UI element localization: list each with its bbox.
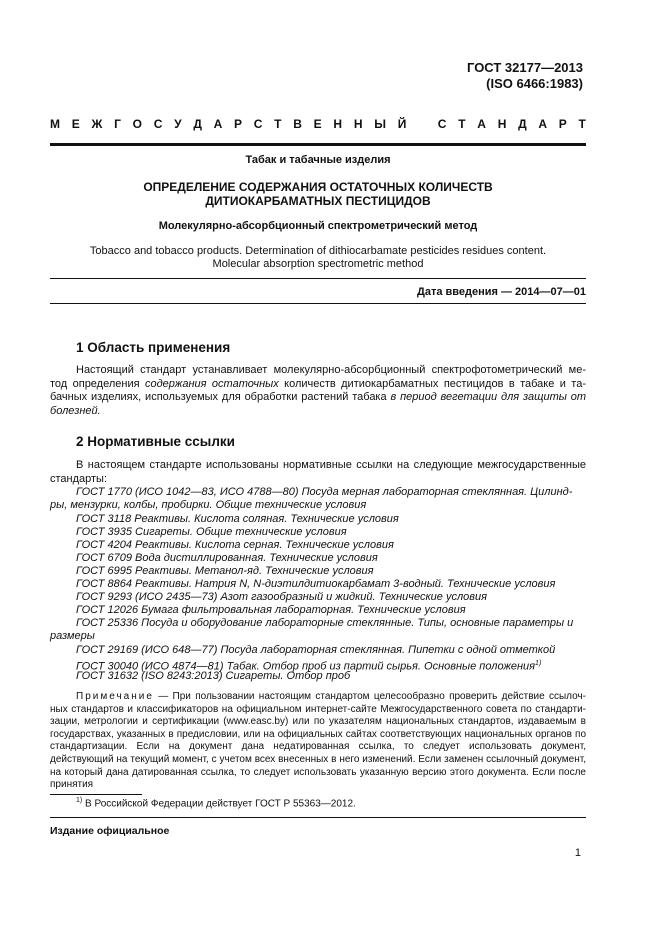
note-paragraph xyxy=(50,691,586,792)
interstate-letter: С xyxy=(437,117,447,131)
title-divider xyxy=(50,278,586,279)
gost-number: ГОСТ 32177—2013 xyxy=(467,60,583,75)
reference-text: ГОСТ 29169 (ИСО 648—77) Посуда лабораторная стеклянная. Пипетки с одной отметкой xyxy=(76,644,556,656)
note-label: Примечание xyxy=(76,691,154,702)
reference-item xyxy=(50,591,586,604)
date-divider xyxy=(50,303,586,304)
reference-item xyxy=(50,578,586,591)
section-2-intro xyxy=(50,459,586,486)
iso-number: (ISO 6466:1983) xyxy=(486,76,583,91)
reference-item xyxy=(50,526,586,539)
reference-text: ГОСТ 6709 Вода дистиллированная. Технические условия xyxy=(76,552,378,564)
section-1-heading: 1 Область применения xyxy=(76,340,231,355)
interstate-letter: Н xyxy=(333,117,343,131)
official-edition-label: Издание официальное xyxy=(50,825,170,837)
interstate-letter: С xyxy=(253,117,263,131)
interstate-letter: Н xyxy=(353,117,363,131)
italic-span: содержания остаточных xyxy=(144,377,279,390)
reference-text: ГОСТ 3118 Реактивы. Кислота соляная. Технические условия xyxy=(76,513,399,525)
reference-item xyxy=(50,513,586,526)
footnote-marker: 1) xyxy=(76,797,83,804)
page-number: 1 xyxy=(574,847,581,859)
reference-text: ГОСТ 3935 Сигареты. Общие технические условия xyxy=(76,526,347,538)
reference-text: ГОСТ 25336 Посуда и оборудование лабораторные стеклянные. Типы, основные параметры и размеры xyxy=(50,617,574,642)
main-title-line1: ОПРЕДЕЛЕНИЕ СОДЕРЖАНИЯ ОСТАТОЧНЫХ КОЛИЧЕСТВ xyxy=(143,180,493,194)
reference-item xyxy=(50,604,586,617)
interstate-letter: Й xyxy=(397,117,407,131)
interstate-letter: У xyxy=(174,117,182,131)
reference-item xyxy=(50,644,586,657)
interstate-letter: Р xyxy=(558,117,567,131)
interstate-letter: Н xyxy=(497,117,507,131)
reference-text: ГОСТ 6995 Реактивы. Метанол-яд. Технические условия xyxy=(76,565,374,577)
note-text: — При пользовании настоящим стандартом целесообразно проверить действие ссылоч-ных стандартов и классификаторов на официальном интернет-сайте Межгосударственного совета по стандарти-зации, метрологии и сертификации (www.easc.by) или по указателям национальных стандартов, издаваемым в государствах, указанных в предисловии, или на официальных сайтах соответствующих национальных органов по стандартизации. Если на документ дана недатированная ссылка, то следует использовать документ, действующий на текущий момент, с учетом всех внесенных в него изменений. Если заменен ссылочный документ, на который дана датированная ссылка, то следует использовать указанную версию этого документа. Если после принятия xyxy=(50,691,586,791)
interstate-letter: Е xyxy=(71,117,80,131)
text-span: В настоящем стандарте использованы нормативные ссылки на следующие межгосударственные стандарты: xyxy=(50,459,586,485)
reference-item xyxy=(50,539,586,552)
reference-text: ГОСТ 30040 (ИСО 4874—81) Табак. Отбор проб из партий сырья. Основные положения xyxy=(76,660,536,673)
interstate-letter: А xyxy=(213,117,223,131)
interstate-letter: Д xyxy=(518,117,527,131)
footnote-text: В Российской Федерации действует ГОСТ Р 55363—2012. xyxy=(82,798,356,810)
header-divider xyxy=(50,143,586,146)
text-span: количеств дитиокарбаматных пестицидов в табаке и та-бачных изделиях, используемых для обработки растений табака xyxy=(50,377,586,403)
interstate-standard-banner xyxy=(50,117,586,133)
interstate-letter: М xyxy=(50,117,60,131)
interstate-letter: Т xyxy=(274,117,282,131)
interstate-letter: Е xyxy=(313,117,322,131)
reference-item xyxy=(50,552,586,565)
reference-text: ГОСТ 31632 (ISO 8243:2013) Сигареты. Отбор проб xyxy=(76,670,351,682)
english-title-line2: Molecular absorption spectrometric method xyxy=(212,258,424,270)
reference-item xyxy=(50,670,586,683)
footnote-divider xyxy=(50,794,142,795)
text-span: Настоящий стандарт устанавливает молекулярно-абсорбционный спектрофотометрический ме-тод определения xyxy=(50,364,586,390)
reference-text: ГОСТ 12026 Бумага фильтровальная лабораторная. Технические условия xyxy=(76,604,466,616)
reference-item xyxy=(50,486,586,512)
interstate-letter: Р xyxy=(234,117,243,131)
footnote xyxy=(76,797,356,809)
interstate-letter: Т xyxy=(458,117,466,131)
interstate-letter: Д xyxy=(193,117,202,131)
reference-text: ГОСТ 4204 Реактивы. Кислота серная. Технические условия xyxy=(76,539,394,551)
english-title-line1: Tobacco and tobacco products. Determination of dithiocarbamate pesticides residues content. xyxy=(89,245,547,257)
word-gap xyxy=(418,117,426,133)
category-title: Табак и табачные изделия xyxy=(245,154,391,166)
interstate-letter: А xyxy=(477,117,486,131)
interstate-letter: С xyxy=(153,117,163,131)
interstate-letter: Ы xyxy=(374,117,386,131)
interstate-letter: О xyxy=(132,117,142,131)
interstate-letter: А xyxy=(538,117,548,131)
reference-text: ГОСТ 9293 (ИСО 2435—73) Азот газообразный и жидкий. Технические условия xyxy=(76,591,487,603)
interstate-letter: В xyxy=(293,117,302,131)
interstate-letter: Т xyxy=(578,117,586,131)
footnote-marker: 1) xyxy=(535,660,542,667)
reference-text: ГОСТ 1770 (ИСО 1042—83, ИСО 4788—80) Посуда мерная лабораторная стеклянная. Цилинд-ры, мензурки, колбы, пробирки. Общие технические условия xyxy=(50,486,573,511)
section-2-heading: 2 Нормативные ссылки xyxy=(76,434,235,449)
reference-item xyxy=(50,565,586,578)
footer-divider xyxy=(50,817,586,818)
interstate-letter: Г xyxy=(114,117,121,131)
reference-text: ГОСТ 8864 Реактивы. Натрия N, N-диэтилдитиокарбамат 3-водный. Технические условия xyxy=(76,578,556,590)
italic-span: в период вегетации для защиты от болезней. xyxy=(50,391,586,417)
section-1-text xyxy=(50,364,586,418)
interstate-letter: Ж xyxy=(91,117,103,131)
reference-item xyxy=(50,617,586,643)
main-title-line2: ДИТИОКАРБАМАТНЫХ ПЕСТИЦИДОВ xyxy=(205,194,431,208)
method-title: Молекулярно-абсорбционный спектрометрический метод xyxy=(158,220,478,232)
introduction-date: Дата введения — 2014—07—01 xyxy=(417,286,586,298)
